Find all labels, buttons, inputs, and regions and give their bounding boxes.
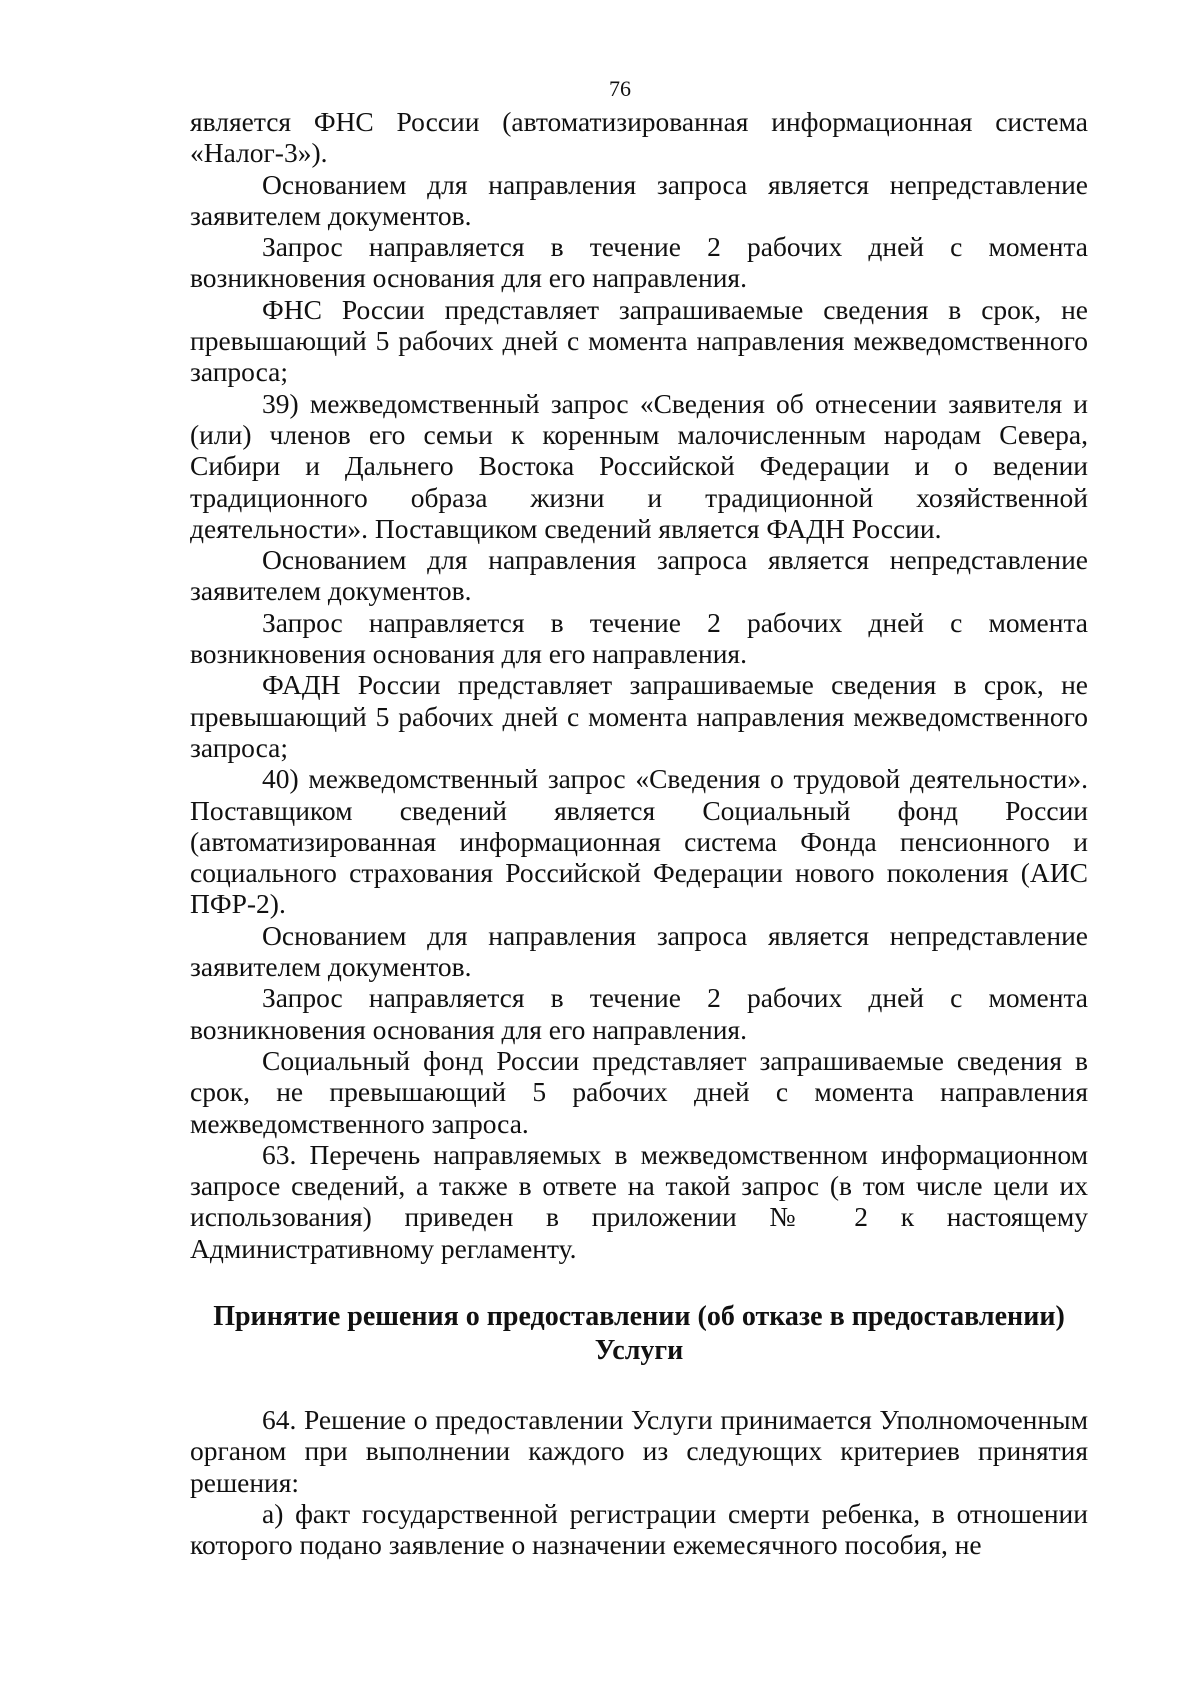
paragraph: Запрос направляется в течение 2 рабочих дней с момента возникновения основания для его направления. (190, 231, 1088, 294)
paragraph: ФАДН России представляет запрашиваемые сведения в срок, не превышающий 5 рабочих дней с момента направления межведомственного запроса; (190, 669, 1088, 763)
document-body (190, 106, 1088, 1560)
section-heading-line-1: Принятие решения о предоставлении (об отказе в предоставлении) (213, 1300, 1065, 1332)
paragraph-subitem-a: а) факт государственной регистрации смерти ребенка, в отношении которого подано заявление о назначении ежемесячного пособия, не (190, 1497, 1088, 1561)
section-heading (190, 1300, 1088, 1368)
paragraph-item-40: 40) межведомственный запрос «Сведения о трудовой деятельности». Поставщиком сведений является Социальный фонд России (автоматизированная информационная система Фонда пенсионного и социального страхования Российской Федерации нового поколения (АИС ПФР-2). (190, 763, 1088, 920)
paragraph: Основанием для направления запроса является непредставление заявителем документов. (190, 544, 1088, 607)
paragraph: Основанием для направления запроса является непредставление заявителем документов. (190, 168, 1088, 231)
paragraph: Основанием для направления запроса является непредставление заявителем документов. (190, 919, 1088, 983)
paragraph: Запрос направляется в течение 2 рабочих дней с момента возникновения основания для его направления. (190, 606, 1088, 670)
paragraph-item-64: 64. Решение о предоставлении Услуги принимается Уполномоченным органом при выполнении каждого из следующих критериев принятия решения: (190, 1403, 1088, 1498)
paragraph-item-63: 63. Перечень направляемых в межведомственном информационном запросе сведений, а также в ответе на такой запрос (в том числе цели их использования) приведен в приложении № 2 к настоящему Административному регламенту. (190, 1138, 1088, 1264)
paragraph: Социальный фонд России представляет запрашиваемые сведения в срок, не превышающий 5 рабочих дней с момента направления межведомственного запроса. (190, 1044, 1088, 1139)
paragraph-continuation: является ФНС России (автоматизированная информационная система «Налог-3»). (190, 106, 1088, 169)
section-heading-line-2: Услуги (594, 1334, 684, 1366)
paragraph-item-39: 39) межведомственный запрос «Сведения об отнесении заявителя и (или) членов его семьи к коренным малочисленным народам Севера, Сибири и Дальнего Востока Российской Федерации и о ведении традиционного образа жизни и традиционной хозяйственной деятельности». Поставщиком сведений является ФАДН России. (190, 387, 1088, 544)
paragraph: Запрос направляется в течение 2 рабочих дней с момента возникновения основания для его направления. (190, 982, 1088, 1045)
paragraph: ФНС России представляет запрашиваемые сведения в срок, не превышающий 5 рабочих дней с момента направления межведомственного запроса; (190, 293, 1088, 388)
page-number: 76 (609, 76, 631, 101)
